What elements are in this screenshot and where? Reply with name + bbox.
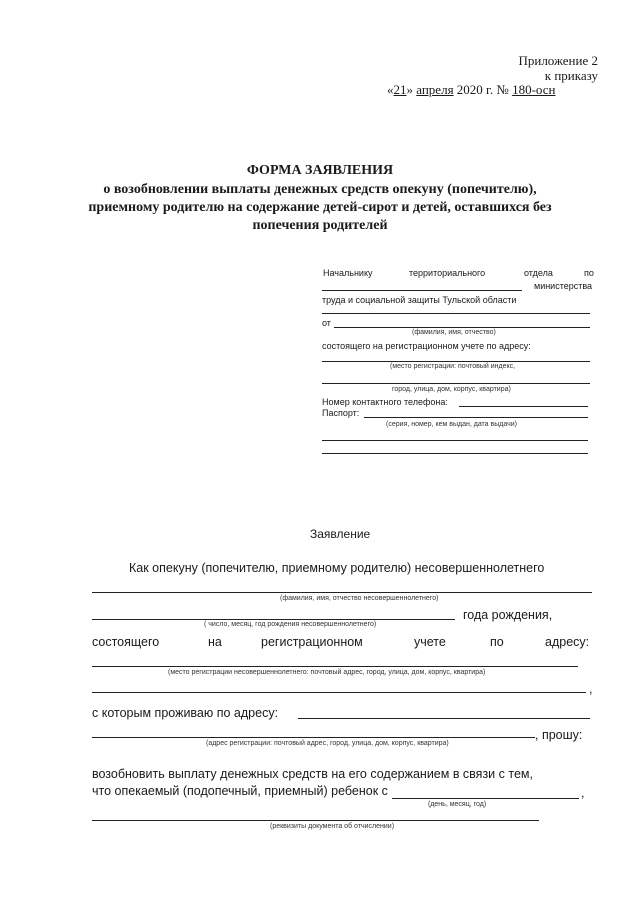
order-year: 2020 г. <box>456 82 494 97</box>
form-subtitle-3: попечения родителей <box>252 218 388 233</box>
registered-word-3: регистрационном <box>261 635 363 649</box>
postal-address-line[interactable] <box>322 361 590 362</box>
registered-word-1: состоящего <box>92 635 160 649</box>
date-caption: (день, месяц, год) <box>428 801 487 808</box>
addressee-word-1: Начальнику <box>323 268 373 278</box>
order-month: апреля <box>416 82 454 97</box>
order-number-sign: № <box>496 82 509 97</box>
appendix-line2: к приказу <box>544 68 598 83</box>
ask-label: , прошу: <box>535 728 583 742</box>
department-name-line[interactable] <box>322 290 522 291</box>
street-address-line[interactable] <box>322 383 590 384</box>
appendix-order-line <box>387 82 555 98</box>
live-with-label: с которым проживаю по адресу: <box>92 706 279 720</box>
paragraph-1: Как опекуну (попечителю, приемному родителю) несовершеннолетнего <box>129 561 545 575</box>
passport-line[interactable] <box>364 417 588 418</box>
form-subtitle-1: о возобновлении выплаты денежных средств опекуну (попечителю), <box>103 182 537 197</box>
birth-date-line[interactable] <box>92 619 455 620</box>
registered-word-2: на <box>208 635 222 649</box>
minor-name-caption: (фамилия, имя, отчество несовершеннолетнего) <box>280 595 439 602</box>
addressee-ministry: министерства <box>534 281 593 291</box>
quote-close: » <box>406 82 413 97</box>
comma-2: , <box>581 786 585 800</box>
quote-open: « <box>387 82 394 97</box>
paragraph-2-line-1: возобновить выплату денежных средств на его содержанием в связи с тем, <box>92 767 533 781</box>
document-caption: (реквизиты документа об отчислении) <box>270 823 395 830</box>
passport-extra-line-1[interactable] <box>322 440 588 441</box>
applicant-name-caption: (фамилия, имя, отчество) <box>412 329 496 336</box>
addressee-ministry-name: труда и социальной защиты Тульской области <box>322 295 517 305</box>
comma: , <box>589 682 593 696</box>
residence-caption: (адрес регистрации: почтовый адрес, город, улица, дом, корпус, квартира) <box>206 740 449 747</box>
residence-line[interactable] <box>298 718 590 719</box>
passport-label: Паспорт: <box>322 408 360 418</box>
phone-line[interactable] <box>459 406 588 407</box>
phone-label: Номер контактного телефона: <box>322 397 448 407</box>
birth-caption: ( число, месяц, год рождения несовершеннолетнего) <box>204 621 377 628</box>
addressee-blank-line[interactable] <box>322 313 590 314</box>
order-number: 180-осн <box>512 82 556 97</box>
postal-caption: (место регистрации: почтовый индекс, <box>390 363 516 370</box>
form-subtitle-2: приемному родителю на содержание детей-сирот и детей, оставшихся без <box>88 200 552 215</box>
addressee-word-2: территориального <box>409 268 486 278</box>
document-line[interactable] <box>92 820 539 821</box>
registered-word-5: по <box>490 635 504 649</box>
minor-registration-line-2[interactable] <box>92 692 586 693</box>
registered-word-4: учете <box>414 635 446 649</box>
passport-caption: (серия, номер, кем выдан, дата выдачи) <box>386 421 517 428</box>
passport-extra-line-2[interactable] <box>322 453 588 454</box>
applicant-name-line[interactable] <box>334 327 590 328</box>
residence-line-2[interactable] <box>92 737 535 738</box>
birth-year-label: года рождения, <box>463 608 553 622</box>
order-day: 21 <box>393 82 407 97</box>
addressee-word-4: по <box>584 268 594 278</box>
form-title: ФОРМА ЗАЯВЛЕНИЯ <box>246 163 394 178</box>
city-caption: город, улица, дом, корпус, квартира) <box>392 386 511 393</box>
registered-word-6: адресу: <box>545 635 590 649</box>
appendix-line1: Приложение 2 <box>518 53 598 68</box>
registered-label: состоящего на регистрационном учете по адресу: <box>322 341 531 351</box>
minor-name-line[interactable] <box>92 592 592 593</box>
date-line[interactable] <box>392 798 579 799</box>
from-label: от <box>322 318 331 328</box>
statement-heading: Заявление <box>310 527 371 541</box>
minor-registration-caption: (место регистрации несовершеннолетнего: почтовый адрес, город, улица, дом, корпус, квартира) <box>168 669 486 676</box>
paragraph-2-line-2: что опекаемый (подопечный, приемный) ребенок с <box>92 784 388 798</box>
addressee-word-3: отдела <box>524 268 553 278</box>
minor-registration-line[interactable] <box>92 666 578 667</box>
